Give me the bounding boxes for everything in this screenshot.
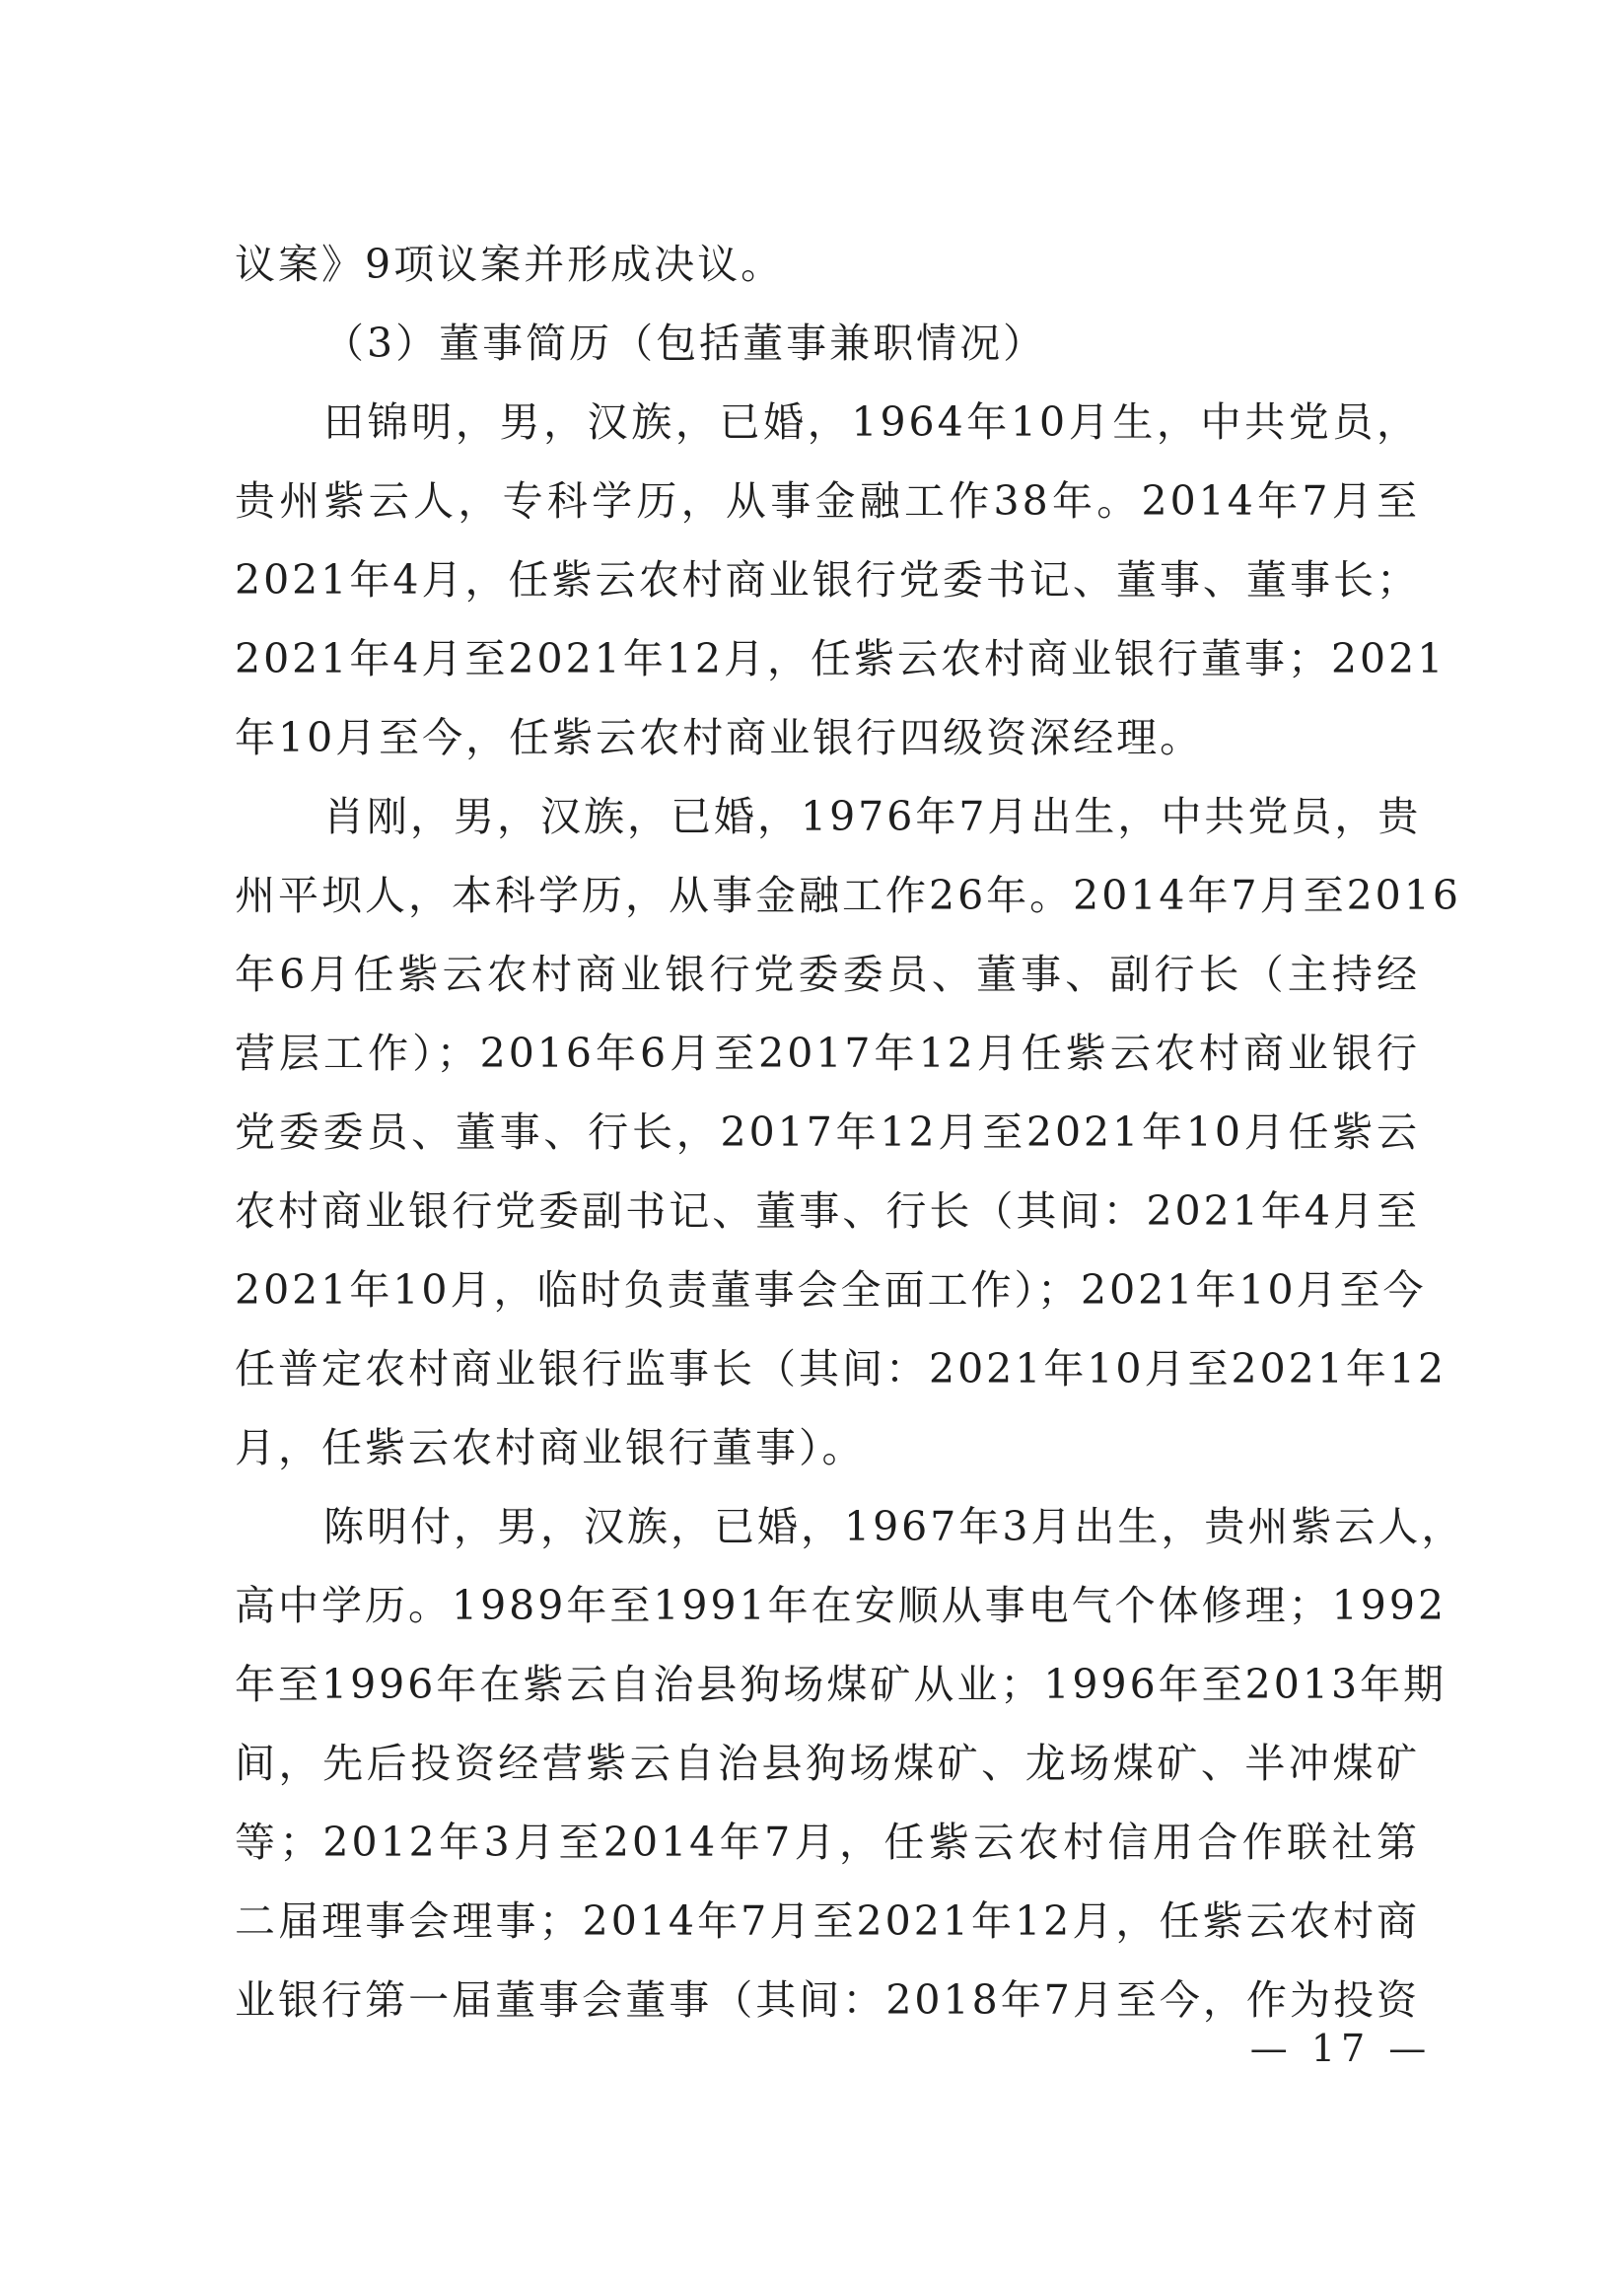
text-line: 肖刚，男，汉族，已婚，1976年7月出生，中共党员，贵 xyxy=(323,793,1422,840)
text-line: 年10月至今，任紫云农村商业银行四级资深经理。 xyxy=(235,714,1204,761)
text-line: 高中学历。1989年至1991年在安顺从事电气个体修理；1992 xyxy=(235,1582,1447,1629)
text-line: 2021年4月，任紫云农村商业银行党委书记、董事、董事长； xyxy=(235,556,1420,604)
document-body xyxy=(235,225,1465,2039)
text-line: 任普定农村商业银行监事长（其间：2021年10月至2021年12 xyxy=(235,1345,1447,1393)
text-line: 年至1996年在紫云自治县狗场煤矿从业；1996年至2013年期 xyxy=(235,1661,1447,1708)
text-line: 等；2012年3月至2014年7月，任紫云农村信用合作联社第 xyxy=(235,1819,1420,1866)
text-line: 年6月任紫云农村商业银行党委委员、董事、副行长（主持经 xyxy=(235,951,1420,998)
text-line: 月，任紫云农村商业银行董事）。 xyxy=(235,1424,866,1471)
text-line: 议案》9项议案并形成决议。 xyxy=(235,241,785,288)
text-line: 田锦明，男，汉族，已婚，1964年10月生，中共党员， xyxy=(323,398,1420,446)
text-line: 农村商业银行党委副书记、董事、行长（其间：2021年4月至 xyxy=(235,1187,1420,1235)
text-line: 业银行第一届董事会董事（其间：2018年7月至今，作为投资 xyxy=(235,1976,1420,2024)
text-line: 间，先后投资经营紫云自治县狗场煤矿、龙场煤矿、半冲煤矿 xyxy=(235,1740,1420,1787)
text-line: 党委委员、董事、行长，2017年12月至2021年10月任紫云 xyxy=(235,1108,1420,1156)
text-line: 2021年10月，临时负责董事会全面工作）；2021年10月至今 xyxy=(235,1266,1427,1314)
text-line: 2021年4月至2021年12月，任紫云农村商业银行董事；2021 xyxy=(235,635,1447,682)
text-line: 陈明付，男，汉族，已婚，1967年3月出生，贵州紫云人， xyxy=(323,1503,1465,1550)
text-line: 贵州紫云人，专科学历，从事金融工作38年。2014年7月至 xyxy=(235,477,1420,525)
text-line: 二届理事会理事；2014年7月至2021年12月，任紫云农村商 xyxy=(235,1897,1420,1945)
page-number: — 17 — xyxy=(1249,2027,1433,2070)
text-line: 营层工作）；2016年6月至2017年12月任紫云农村商业银行 xyxy=(235,1030,1420,1077)
section-heading: （3）董事简历（包括董事兼职情况） xyxy=(323,320,1047,367)
text-line: 州平坝人，本科学历，从事金融工作26年。2014年7月至2016 xyxy=(235,872,1461,919)
